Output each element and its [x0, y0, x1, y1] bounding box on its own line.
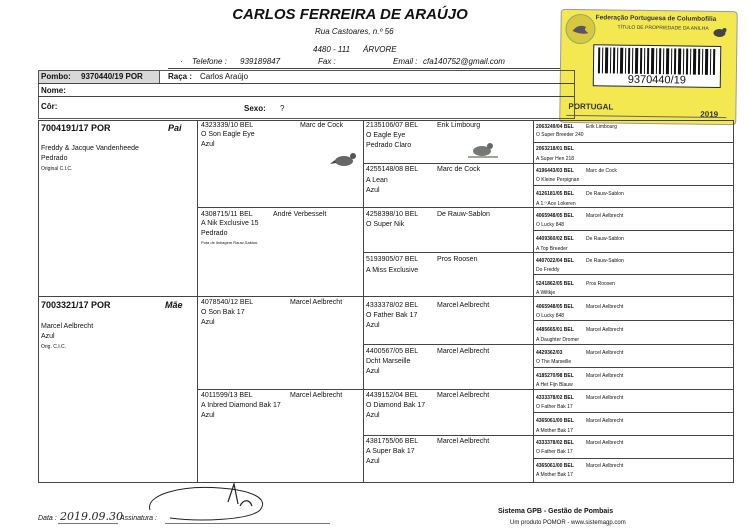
gen3-ring: 4258398/10 BEL [366, 211, 419, 218]
address-street: Rua Castoares, n.º 56 [315, 27, 394, 36]
sexo-label: Sexo: [244, 104, 266, 113]
gen3-color: Azul [366, 187, 380, 194]
gen2-name: O Son Eagle Eye [201, 131, 255, 138]
gen4-ring: 4485665/01 BEL [536, 327, 574, 333]
gen4-ring: 4407022/04 BEL [536, 258, 574, 264]
gen3-name: O Eagle Eye [366, 132, 406, 139]
gen4-ring: 4126181/05 BEL [536, 191, 574, 197]
gen3-name: Dcht Marseille [366, 358, 411, 365]
gen2-name: O Son Bak 17 [201, 309, 245, 316]
gen4-ring: 4065948/05 BEL [536, 304, 574, 310]
mother-role: Mãe [165, 300, 183, 310]
gen4-breeder: Marcel Aelbrecht [586, 463, 624, 469]
gen2-note: Pota de linhagem Rauw-Sablon. [201, 240, 259, 245]
gen2-ring: 4323339/10 BEL [201, 122, 254, 129]
gen3-breeder: Marcel Aelbrecht [437, 438, 490, 445]
mother-owner: Marcel Aelbrecht [41, 323, 94, 330]
gen3-breeder: Marcel Aelbrecht [437, 392, 490, 399]
father-role: Pai [168, 123, 182, 133]
gen3-color: Pedrado Claro [366, 142, 412, 149]
gen3-color: Azul [366, 412, 380, 419]
gen4-ring: 4065948/05 BEL [536, 213, 574, 219]
gen2-breeder: André Verbesselt [273, 211, 327, 218]
gen4-name: A Wiltkje [536, 290, 556, 296]
barcode [593, 44, 722, 88]
gen2-ring: 4011599/13 BEL [201, 392, 253, 399]
raca-label: Raça : [168, 72, 193, 81]
gen3-name: A Miss Exclusive [366, 267, 419, 274]
federation-name: Federação Portuguesa de Columbofilia [595, 14, 717, 23]
gen4-ring: 4333378/02 BEL [536, 440, 574, 446]
gen3-name: O Super Nik [366, 221, 405, 228]
gen4-name: O Lucky 848 [536, 313, 565, 319]
father-note: Original C.I.C. [41, 166, 73, 172]
date-label: Data : [38, 515, 57, 522]
mother-note: Orig. C.I.C. [41, 344, 67, 350]
gen3-breeder: Erik Limbourg [437, 122, 481, 129]
gen4-ring: 4365061/00 BEL [536, 463, 574, 469]
gen4-name: A Mother Bak 17 [536, 472, 573, 478]
gen3-color: Azul [366, 458, 380, 465]
raca-value: Carlos Araújo [200, 72, 249, 81]
gen4-breeder: De Rauw-Sablon [586, 236, 624, 242]
address-city: ÁRVORE [363, 45, 397, 54]
mother-ring: 7003321/17 POR [41, 300, 111, 310]
gen4-breeder: Marcel Aelbrecht [586, 213, 624, 219]
gen2-name: A Nik Exclusive 15 [201, 220, 259, 227]
gen4-name: A Daughter Dromer [536, 337, 580, 343]
gen4-name: O Kleine Perpignan [536, 177, 580, 183]
sticker-year: 2019 [700, 109, 719, 119]
email-label: Email : [393, 57, 418, 66]
gen3-breeder: Marcel Aelbrecht [437, 348, 490, 355]
pigeon-emblem-icon [711, 25, 727, 39]
gen4-name: O The Marseille [536, 359, 572, 365]
signature-mark [140, 480, 290, 525]
gen4-name: O Super Breeder 240 [536, 132, 584, 138]
gen4-name: O Father Bak 17 [536, 449, 573, 455]
gen4-ring: 2063218/01 BEL [536, 146, 574, 152]
cor-label: Côr: [41, 102, 58, 111]
gen3-name: A Super Bak 17 [366, 448, 415, 455]
gen3-breeder: Pros Roosen [437, 256, 478, 263]
signature-label: Assinatura : [120, 515, 157, 522]
gen2-ring: 4308715/11 BEL [201, 211, 253, 218]
phone-value: 939189847 [240, 57, 281, 66]
gen3-ring: 2135106/07 BEL [366, 122, 419, 129]
gen3-ring: 4439152/04 BEL [366, 392, 419, 399]
gen3-breeder: De Rauw-Sablon [437, 211, 490, 218]
gen4-ring: 4429362/03 [536, 350, 563, 356]
father-ring: 7004191/17 POR [41, 123, 111, 133]
nome-label: Nome: [41, 86, 66, 95]
gen3-name: A Lean [366, 177, 388, 184]
gen3-ring: 4400567/05 BEL [366, 348, 419, 355]
gen2-color: Azul [201, 141, 215, 148]
father-color: Pedrado [41, 155, 68, 162]
gen2-name: A Inbred Diamond Bak 17 [201, 402, 281, 409]
gen4-breeder: De Rauw-Sablon [586, 258, 624, 264]
gen4-breeder: De Rauw-Sablon [586, 191, 624, 197]
pombo-ring: 9370440/19 POR [81, 72, 143, 81]
gen3-name: O Father Bak 17 [366, 312, 418, 319]
gen2-breeder: Marcel Aelbrecht [290, 299, 343, 306]
federation-logo-icon [565, 14, 595, 44]
sticker-subtitle: TÍTULO DE PROPRIEDADE DA ANILHA [617, 24, 709, 32]
system-product: Um produto POMOR - www.sistemagp.com [510, 520, 626, 526]
gen2-color: Azul [201, 412, 215, 419]
gen4-breeder: Marc de Cock [586, 168, 617, 174]
gen3-name: O Diamond Bak 17 [366, 402, 426, 409]
gen3-color: Azul [366, 368, 380, 375]
gen4-breeder: Erik Limbourg [586, 124, 617, 130]
gen4-name: O Lucky 848 [536, 222, 565, 228]
gen4-breeder: Marcel Aelbrecht [586, 350, 624, 356]
gen4-name: O Father Bak 17 [536, 404, 573, 410]
gen4-breeder: Marcel Aelbrecht [586, 373, 624, 379]
phone-label: Telefone : [192, 57, 227, 66]
father-owner: Freddy & Jacque Vandenheede [41, 145, 139, 152]
mother-color: Azul [41, 333, 55, 340]
gen3-ring: 5193905/07 BEL [366, 256, 419, 263]
gen4-breeder: Marcel Aelbrecht [586, 304, 624, 310]
gen4-name: Do Freddy [536, 267, 560, 273]
pigeon-photo-icon [468, 140, 498, 158]
gen3-ring: 4255148/08 BEL [366, 166, 419, 173]
gen4-ring: 2063249/04 BEL [536, 124, 574, 130]
gen4-breeder: Pros Roosen [586, 281, 615, 287]
gen4-breeder: Marcel Aelbrecht [586, 418, 624, 424]
gen4-name: A Super Hen 218 [536, 156, 575, 162]
bullet: · [180, 57, 183, 66]
fax-label: Fax : [318, 57, 336, 66]
gen4-name: A Top Breeder [536, 246, 568, 252]
gen4-ring: 4185270/98 BEL [536, 373, 574, 379]
gen4-name: A Het Fijn Blauw [536, 382, 573, 388]
gen2-color: Pedrado [201, 230, 228, 237]
email-value: cfa140752@gmail.com [423, 57, 505, 66]
gen2-breeder: Marc de Cock [300, 122, 344, 129]
sticker-country: PORTUGAL [568, 101, 614, 112]
gen4-breeder: Marcel Aelbrecht [586, 440, 624, 446]
sexo-value: ? [280, 104, 285, 113]
pigeon-photo-icon [330, 150, 360, 168]
ring-title-sticker [559, 9, 738, 125]
sticker-ring-number: 9370440/19 [627, 73, 686, 87]
gen4-breeder: Marcel Aelbrecht [586, 327, 624, 333]
gen4-breeder: Marcel Aelbrecht [586, 395, 624, 401]
gen4-ring: 4365061/00 BEL [536, 418, 574, 424]
gen4-name: A Mother Bak 17 [536, 428, 573, 434]
gen4-ring: 5241862/05 BEL [536, 281, 574, 287]
gen2-breeder: Marcel Aelbrecht [290, 392, 343, 399]
gen3-ring: 4333378/02 BEL [366, 302, 419, 309]
gen3-breeder: Marcel Aelbrecht [437, 302, 490, 309]
gen3-ring: 4381755/06 BEL [366, 438, 419, 445]
system-name: Sistema GPB - Gestão de Pombais [498, 508, 614, 515]
date-value: 2019.09.30 [60, 510, 123, 523]
gen3-color: Azul [366, 322, 380, 329]
gen4-ring: 4196443/03 BEL [536, 168, 574, 174]
gen4-name: A 1.º Ace Lokeren [536, 201, 576, 207]
gen4-ring: 4333378/02 BEL [536, 395, 574, 401]
gen3-breeder: Marc de Cock [437, 166, 481, 173]
gen4-ring: 4409360/02 BEL [536, 236, 574, 242]
breeder-name: CARLOS FERREIRA DE ARAÚJO [232, 6, 468, 23]
pombo-label: Pombo: [41, 72, 71, 81]
gen2-ring: 4078540/12 BEL [201, 299, 254, 306]
gen2-color: Azul [201, 319, 215, 326]
address-postal: 4480 - 111 [313, 45, 351, 54]
